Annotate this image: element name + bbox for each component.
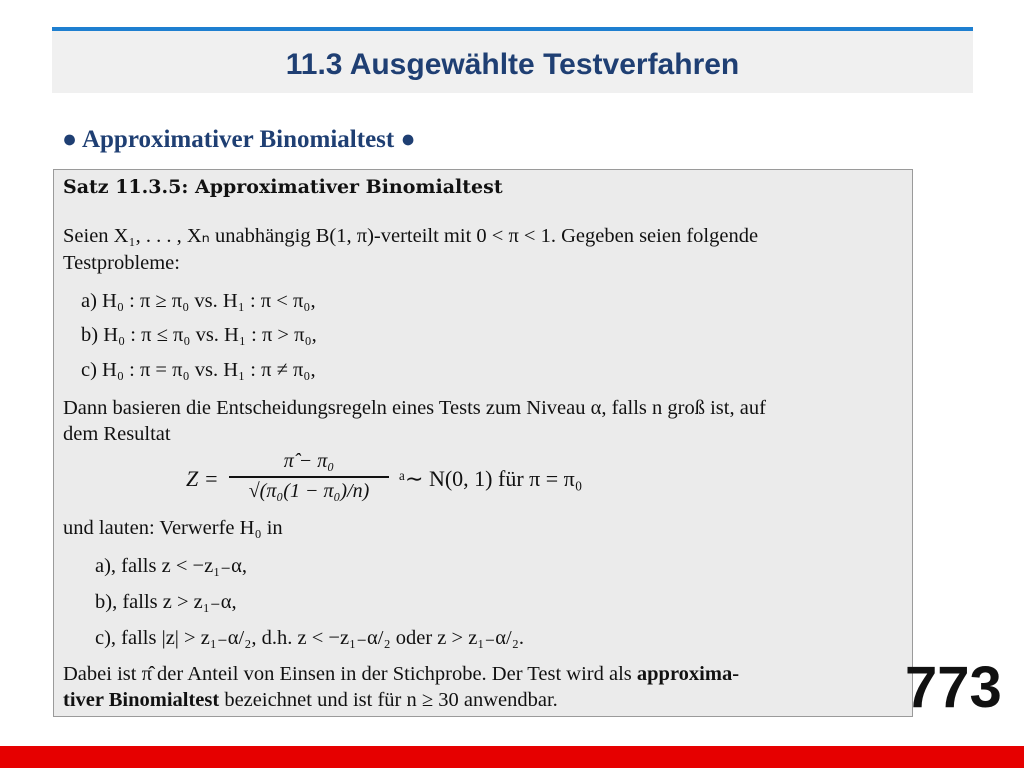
formula-numerator: π̂ − π₀ xyxy=(283,450,335,472)
formula-rhs: ᵃ∼ N(0, 1) für π = π₀ xyxy=(399,466,583,491)
reject-rule-c: c), falls |z| > z₁₋α/₂, d.h. z < −z₁₋α/₂ oder z > z₁₋α/₂. xyxy=(95,627,524,649)
closing-bold-1: approxima- xyxy=(636,663,740,685)
reject-rule-a: a), falls z < −z₁₋α, xyxy=(95,555,247,577)
theorem-intro-line-1: Seien X₁, . . . , Xₙ unabhängig B(1, π)-verteilt mit 0 < π < 1. Gegeben seien folgende xyxy=(63,225,759,247)
closing-line-2 xyxy=(63,690,558,711)
theorem-intro-line-2: Testprobleme: xyxy=(63,252,180,274)
basis-line-1: Dann basieren die Entscheidungsregeln eines Tests zum Niveau α, falls n groß ist, auf xyxy=(63,397,766,419)
closing-line-1 xyxy=(63,664,739,685)
reject-intro: und lauten: Verwerfe H₀ in xyxy=(63,517,283,539)
page-number: 773 xyxy=(905,655,1002,720)
formula-denominator: √(π₀(1 − π₀)/n) xyxy=(248,479,370,502)
slide-header xyxy=(52,27,973,93)
slide-title: 11.3 Ausgewählte Testverfahren xyxy=(285,48,740,81)
section-heading: ● Approximativer Binomialtest ● xyxy=(62,126,416,153)
test-problem-a: a) H₀ : π ≥ π₀ vs. H₁ : π < π₀, xyxy=(81,290,316,312)
test-statistic-formula xyxy=(54,450,912,510)
test-problem-b: b) H₀ : π ≤ π₀ vs. H₁ : π > π₀, xyxy=(81,324,317,346)
formula-fraction xyxy=(229,450,389,503)
closing-text-2: bezeichnet und ist für n ≥ 30 anwendbar. xyxy=(219,689,558,711)
theorem-title: Satz 11.3.5: Approximativer Binomialtest xyxy=(63,176,503,198)
reject-rule-b: b), falls z > z₁₋α, xyxy=(95,591,237,613)
closing-text-1: Dabei ist π̂ der Anteil von Einsen in der Stichprobe. Der Test wird als xyxy=(63,663,637,685)
formula-lhs: Z = xyxy=(186,466,219,491)
basis-line-2: dem Resultat xyxy=(63,423,171,445)
closing-bold-2: tiver Binomialtest xyxy=(63,689,220,711)
test-problem-c: c) H₀ : π = π₀ vs. H₁ : π ≠ π₀, xyxy=(81,359,316,381)
bottom-bar xyxy=(0,746,1024,768)
theorem-box xyxy=(53,169,913,717)
